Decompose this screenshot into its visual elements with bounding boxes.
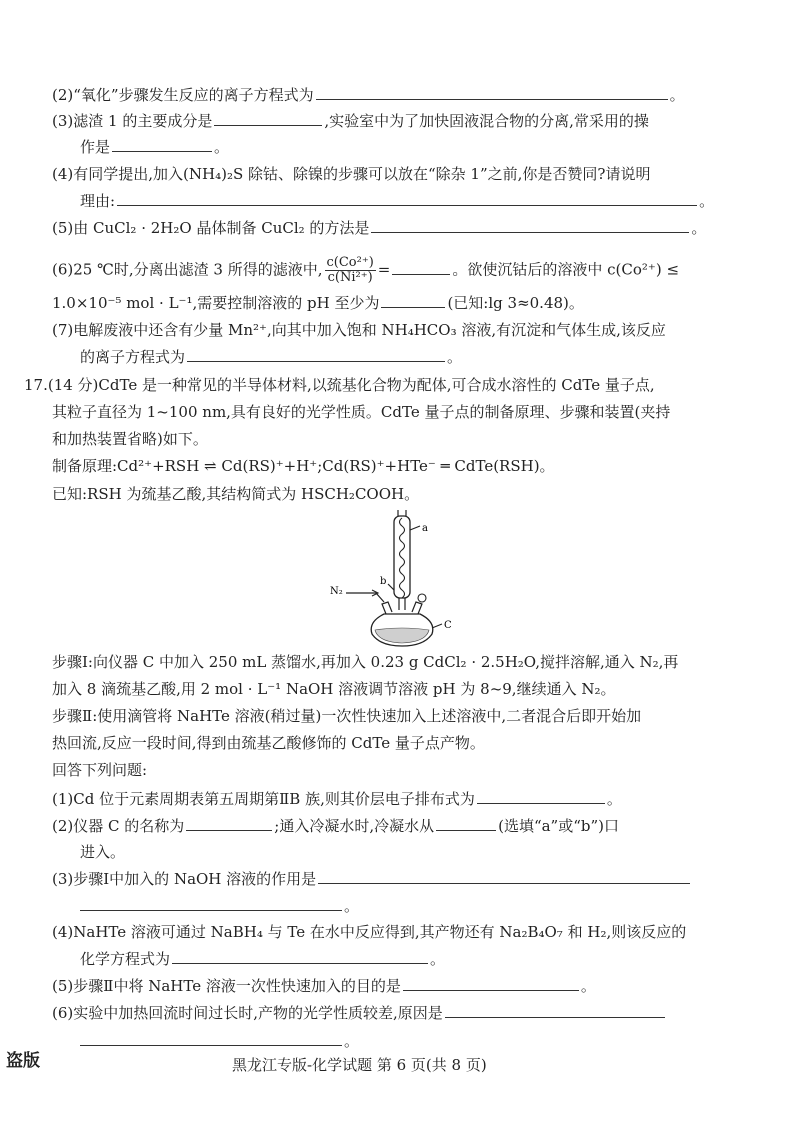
q16-part3-line2: 作是 。 bbox=[80, 138, 230, 156]
piracy-stamp: 盗版 bbox=[6, 1051, 40, 1071]
answer-blank[interactable] bbox=[112, 136, 212, 152]
q17-sub4-line1: (4)NaHTe 溶液可通过 NaBH₄ 与 Te 在水中反应得到,其产物还有 Na₂B₄O₇ 和 H₂,则该反应的 bbox=[52, 923, 687, 941]
answer-blank[interactable] bbox=[80, 1030, 342, 1046]
answer-blank[interactable] bbox=[392, 259, 450, 275]
label-n2: N₂ bbox=[330, 586, 343, 597]
answer-blank[interactable] bbox=[477, 788, 605, 804]
reflux-apparatus-figure bbox=[328, 510, 458, 650]
flask-left-neck bbox=[382, 602, 392, 614]
answer-blank[interactable] bbox=[172, 948, 428, 964]
q16-part2: (2)“氧化”步骤发生反应的离子方程式为 。 bbox=[52, 86, 685, 104]
q17-step2-line1: 步骤Ⅱ:使用滴管将 NaHTe 溶液(稍过量)一次性快速加入上述溶液中,二者混合后即开始加 bbox=[52, 707, 642, 725]
page-footer: 黑龙江专版-化学试题 第 6 页(共 8 页) bbox=[232, 1056, 487, 1074]
q17-sub6-line1: (6)实验中加热回流时间过长时,产物的光学性质较差,原因是 bbox=[52, 1002, 667, 1023]
q17-step2-line2: 热回流,反应一段时间,得到由巯基乙酸修饰的 CdTe 量子点产物。 bbox=[52, 734, 485, 752]
q17-known: 已知:RSH 为巯基乙酸,其结构简式为 HSCH₂COOH。 bbox=[52, 485, 420, 503]
flask-liquid bbox=[375, 628, 429, 643]
q17-step1-line1: 步骤Ⅰ:向仪器 C 中加入 250 mL 蒸馏水,再加入 0.23 g CdCl₂ · 2.5H₂O,搅拌溶解,通入 N₂,再 bbox=[52, 653, 679, 671]
q17-sub2-line1: (2)仪器 C 的名称为 ;通入冷凝水时,冷凝水从 (选填“a”或“b”)口 bbox=[52, 817, 620, 835]
answer-blank[interactable] bbox=[436, 815, 496, 831]
q17-answer-prompt: 回答下列问题: bbox=[52, 761, 148, 779]
answer-blank[interactable] bbox=[316, 84, 668, 100]
q16-part6-line1: (6)25 ℃时,分离出滤渣 3 所得的滤液中, $\frac{\text{c(Co²⁺)}}{\text{c(Ni²⁺)}}$ = 。欲使沉钴后的溶液中 c(Co²⁺) ≤ bbox=[52, 255, 680, 285]
concentration-ratio-fraction: $\frac{\text{c(Co²⁺)}}{\text{c(Ni²⁺)}}$ bbox=[326, 255, 374, 285]
answer-blank[interactable] bbox=[80, 895, 342, 911]
q16-part4-line2: 理由: 。 bbox=[80, 192, 715, 210]
n2-inlet-tube bbox=[346, 593, 384, 602]
q17-intro-line2: 其粒子直径为 1~100 nm,具有良好的光学性质。CdTe 量子点的制备原理、步骤和装置(夹持 bbox=[52, 403, 671, 421]
answer-blank[interactable] bbox=[214, 110, 322, 126]
condenser-coil bbox=[400, 518, 405, 598]
q17-sub4-line2: 化学方程式为 。 bbox=[80, 950, 446, 968]
q17-intro-line3: 和加热装置省略)如下。 bbox=[52, 430, 208, 448]
answer-blank[interactable] bbox=[187, 346, 445, 362]
flask-right-neck bbox=[412, 602, 422, 614]
q17-principle: 制备原理:Cd²⁺+RSH ⇌ Cd(RS)⁺+H⁺;Cd(RS)⁺+HTe⁻ ═ CdTe(RSH)。 bbox=[52, 457, 555, 475]
q16-part7-line2: 的离子方程式为 。 bbox=[80, 348, 463, 366]
q16-part4-line1: (4)有同学提出,加入(NH₄)₂S 除钴、除镍的步骤可以放在“除杂 1”之前,你是否赞同?请说明 bbox=[52, 165, 651, 183]
q17-step1-line2: 加入 8 滴巯基乙酸,用 2 mol · L⁻¹ NaOH 溶液调节溶液 pH 为 8~9,继续通入 N₂。 bbox=[52, 680, 616, 698]
answer-blank[interactable] bbox=[371, 217, 689, 233]
condenser-jacket bbox=[394, 516, 410, 598]
answer-blank[interactable] bbox=[403, 975, 579, 991]
q17-sub3-line1: (3)步骤Ⅰ中加入的 NaOH 溶液的作用是 bbox=[52, 868, 692, 889]
q16-part6-line2: 1.0×10⁻⁵ mol · L⁻¹,需要控制溶液的 pH 至少为 (已知:lg 3≈0.48)。 bbox=[52, 294, 584, 312]
q17-sub1: (1)Cd 位于元素周期表第五周期第ⅡB 族,则其价层电子排布式为 。 bbox=[52, 790, 622, 808]
label-c: C bbox=[444, 620, 452, 631]
label-a: a bbox=[422, 523, 428, 534]
q16-part3-line1: (3)滤渣 1 的主要成分是 ,实验室中为了加快固液混合物的分离,常采用的操 bbox=[52, 112, 649, 130]
answer-blank[interactable] bbox=[117, 190, 697, 206]
q16-part7-line1: (7)电解废液中还含有少量 Mn²⁺,向其中加入饱和 NH₄HCO₃ 溶液,有沉淀和气体生成,该反应 bbox=[52, 321, 666, 339]
label-b: b bbox=[380, 576, 387, 587]
q17-sub6-line2: 。 bbox=[78, 1030, 359, 1051]
answer-blank[interactable] bbox=[186, 815, 272, 831]
q16-part5: (5)由 CuCl₂ · 2H₂O 晶体制备 CuCl₂ 的方法是 。 bbox=[52, 219, 707, 237]
stopper-icon bbox=[418, 594, 426, 602]
q17-sub3-line2: 。 bbox=[78, 895, 359, 916]
answer-blank[interactable] bbox=[445, 1002, 665, 1018]
q17-sub5: (5)步骤Ⅱ中将 NaHTe 溶液一次性快速加入的目的是 。 bbox=[52, 977, 596, 995]
answer-blank[interactable] bbox=[318, 868, 690, 884]
q17-sub2-line2: 进入。 bbox=[80, 843, 126, 861]
answer-blank[interactable] bbox=[381, 292, 445, 308]
q17-intro-line1: 17.(14 分)CdTe 是一种常见的半导体材料,以巯基化合物为配体,可合成水溶性的 CdTe 量子点, bbox=[24, 376, 655, 394]
